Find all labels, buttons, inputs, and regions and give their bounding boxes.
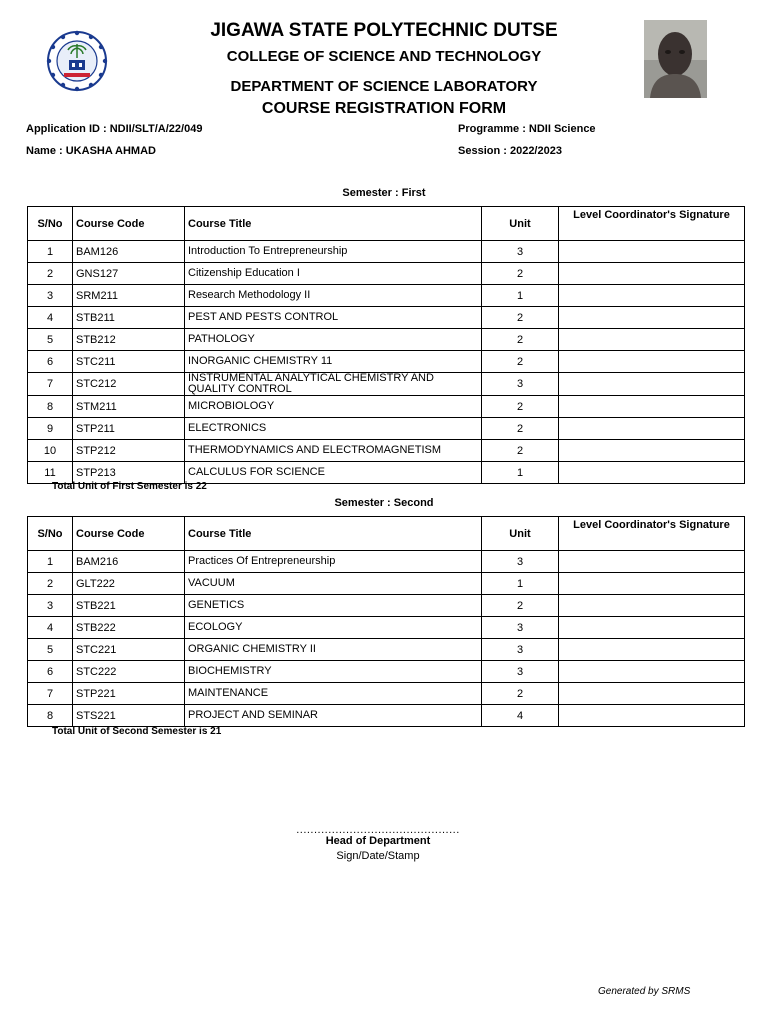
unit-cell: 1 xyxy=(482,462,559,484)
header-course-title: Course Title xyxy=(185,517,482,551)
table-row xyxy=(28,329,745,351)
sno-cell: 3 xyxy=(28,595,73,617)
institution-name: JIGAWA STATE POLYTECHNIC DUTSE xyxy=(210,20,558,41)
unit-cell: 2 xyxy=(482,329,559,351)
unit-cell: 2 xyxy=(482,418,559,440)
header-unit: Unit xyxy=(482,517,559,551)
course-title-cell: Research Methodology II xyxy=(185,285,482,307)
header-course-code: Course Code xyxy=(73,517,185,551)
course-code-cell: STP221 xyxy=(73,683,185,705)
course-title-cell: Practices Of Entrepreneurship xyxy=(185,551,482,573)
sno-cell: 1 xyxy=(28,551,73,573)
sno-cell: 2 xyxy=(28,263,73,285)
course-table-second-semester xyxy=(27,516,745,727)
signature-cell xyxy=(559,285,745,307)
sign-date-stamp-label: Sign/Date/Stamp xyxy=(336,850,420,862)
table-row xyxy=(28,241,745,263)
course-code-cell: STP213 xyxy=(73,462,185,484)
unit-cell: 4 xyxy=(482,705,559,727)
course-code-cell: STB222 xyxy=(73,617,185,639)
course-title-cell: BIOCHEMISTRY xyxy=(185,661,482,683)
signature-cell xyxy=(559,418,745,440)
application-id: Application ID : NDII/SLT/A/22/049 xyxy=(26,123,203,135)
sno-cell: 5 xyxy=(28,329,73,351)
course-code-cell: BAM126 xyxy=(73,241,185,263)
sno-cell: 8 xyxy=(28,705,73,727)
signature-cell xyxy=(559,661,745,683)
table-row xyxy=(28,617,745,639)
semester-heading-second: Semester : Second xyxy=(334,497,434,509)
sno-cell: 9 xyxy=(28,418,73,440)
unit-cell: 3 xyxy=(482,373,559,396)
sno-cell: 6 xyxy=(28,661,73,683)
session: Session : 2022/2023 xyxy=(458,145,562,157)
course-title-cell: Citizenship Education I xyxy=(185,263,482,285)
table-row xyxy=(28,396,745,418)
signature-cell xyxy=(559,263,745,285)
signature-cell xyxy=(559,617,745,639)
table-header-row xyxy=(28,517,745,551)
course-title-cell: INORGANIC CHEMISTRY 11 xyxy=(185,351,482,373)
sno-cell: 11 xyxy=(28,462,73,484)
table-row xyxy=(28,639,745,661)
signature-cell xyxy=(559,551,745,573)
sno-cell: 7 xyxy=(28,683,73,705)
signature-cell xyxy=(559,396,745,418)
table-row xyxy=(28,373,745,396)
signature-cell xyxy=(559,462,745,484)
signature-line: .............................................. xyxy=(296,824,460,836)
unit-cell: 2 xyxy=(482,396,559,418)
unit-cell: 3 xyxy=(482,241,559,263)
head-of-department-label: Head of Department xyxy=(325,835,431,847)
course-title-cell: PEST AND PESTS CONTROL xyxy=(185,307,482,329)
table-row xyxy=(28,440,745,462)
course-title-cell: ELECTRONICS xyxy=(185,418,482,440)
semester-heading-first: Semester : First xyxy=(342,187,426,199)
sno-cell: 4 xyxy=(28,307,73,329)
header-course-code: Course Code xyxy=(73,207,185,241)
form-title: COURSE REGISTRATION FORM xyxy=(261,100,507,117)
sno-cell: 4 xyxy=(28,617,73,639)
sno-cell: 5 xyxy=(28,639,73,661)
course-title-cell: PROJECT AND SEMINAR xyxy=(185,705,482,727)
sno-cell: 6 xyxy=(28,351,73,373)
course-code-cell: STP211 xyxy=(73,418,185,440)
signature-cell xyxy=(559,683,745,705)
course-title-cell: VACUUM xyxy=(185,573,482,595)
unit-cell: 3 xyxy=(482,661,559,683)
table-row xyxy=(28,595,745,617)
unit-cell: 3 xyxy=(482,639,559,661)
signature-cell xyxy=(559,373,745,396)
course-code-cell: STB221 xyxy=(73,595,185,617)
unit-cell: 1 xyxy=(482,285,559,307)
unit-cell: 2 xyxy=(482,263,559,285)
table-row xyxy=(28,705,745,727)
course-title-cell: GENETICS xyxy=(185,595,482,617)
course-title-cell: MAINTENANCE xyxy=(185,683,482,705)
semester-total-second: Total Unit of Second Semester is 21 xyxy=(52,726,222,737)
department-name: DEPARTMENT OF SCIENCE LABORATORY xyxy=(230,78,538,95)
course-code-cell: STM211 xyxy=(73,396,185,418)
header-coordinator-signature: Level Coordinator's Signature xyxy=(559,207,745,241)
unit-cell: 1 xyxy=(482,573,559,595)
signature-cell xyxy=(559,705,745,727)
course-code-cell: STB211 xyxy=(73,307,185,329)
signature-cell xyxy=(559,573,745,595)
course-code-cell: STC222 xyxy=(73,661,185,683)
header-coordinator-signature: Level Coordinator's Signature xyxy=(559,517,745,551)
student-name: Name : UKASHA AHMAD xyxy=(26,145,156,157)
table-row xyxy=(28,683,745,705)
course-code-cell: STC211 xyxy=(73,351,185,373)
generated-by-note: Generated by SRMS xyxy=(598,986,691,997)
table-row xyxy=(28,418,745,440)
table-header-row xyxy=(28,207,745,241)
course-title-cell: INSTRUMENTAL ANALYTICAL CHEMISTRY AND QUALITY CONTROL xyxy=(185,373,482,396)
table-row xyxy=(28,263,745,285)
unit-cell: 2 xyxy=(482,683,559,705)
signature-cell xyxy=(559,595,745,617)
course-code-cell: GNS127 xyxy=(73,263,185,285)
table-row xyxy=(28,661,745,683)
course-title-cell: ORGANIC CHEMISTRY II xyxy=(185,639,482,661)
course-title-cell: ECOLOGY xyxy=(185,617,482,639)
signature-cell xyxy=(559,307,745,329)
sno-cell: 10 xyxy=(28,440,73,462)
header-unit: Unit xyxy=(482,207,559,241)
signature-cell xyxy=(559,241,745,263)
course-title-cell: CALCULUS FOR SCIENCE xyxy=(185,462,482,484)
signature-cell xyxy=(559,329,745,351)
course-code-cell: SRM211 xyxy=(73,285,185,307)
unit-cell: 2 xyxy=(482,351,559,373)
table-row xyxy=(28,573,745,595)
course-code-cell: BAM216 xyxy=(73,551,185,573)
sno-cell: 3 xyxy=(28,285,73,307)
course-code-cell: STC212 xyxy=(73,373,185,396)
course-title-cell: Introduction To Entrepreneurship xyxy=(185,241,482,263)
signature-cell xyxy=(559,440,745,462)
header-sno: S/No xyxy=(28,207,73,241)
course-code-cell: STS221 xyxy=(73,705,185,727)
unit-cell: 2 xyxy=(482,595,559,617)
unit-cell: 3 xyxy=(482,617,559,639)
college-name: COLLEGE OF SCIENCE AND TECHNOLOGY xyxy=(226,48,542,65)
unit-cell: 2 xyxy=(482,440,559,462)
course-title-cell: PATHOLOGY xyxy=(185,329,482,351)
course-code-cell: GLT222 xyxy=(73,573,185,595)
header-course-title: Course Title xyxy=(185,207,482,241)
programme: Programme : NDII Science xyxy=(458,123,596,135)
sno-cell: 8 xyxy=(28,396,73,418)
sno-cell: 7 xyxy=(28,373,73,396)
header-sno: S/No xyxy=(28,517,73,551)
course-table-first-semester xyxy=(27,206,745,484)
course-title-cell: MICROBIOLOGY xyxy=(185,396,482,418)
course-code-cell: STC221 xyxy=(73,639,185,661)
sno-cell: 1 xyxy=(28,241,73,263)
signature-cell xyxy=(559,639,745,661)
semester-total-first: Total Unit of First Semester is 22 xyxy=(52,481,207,492)
course-title-cell: THERMODYNAMICS AND ELECTROMAGNETISM xyxy=(185,440,482,462)
table-row xyxy=(28,551,745,573)
unit-cell: 3 xyxy=(482,551,559,573)
course-code-cell: STB212 xyxy=(73,329,185,351)
sno-cell: 2 xyxy=(28,573,73,595)
table-row xyxy=(28,307,745,329)
signature-cell xyxy=(559,351,745,373)
course-code-cell: STP212 xyxy=(73,440,185,462)
unit-cell: 2 xyxy=(482,307,559,329)
table-row xyxy=(28,285,745,307)
table-row xyxy=(28,351,745,373)
